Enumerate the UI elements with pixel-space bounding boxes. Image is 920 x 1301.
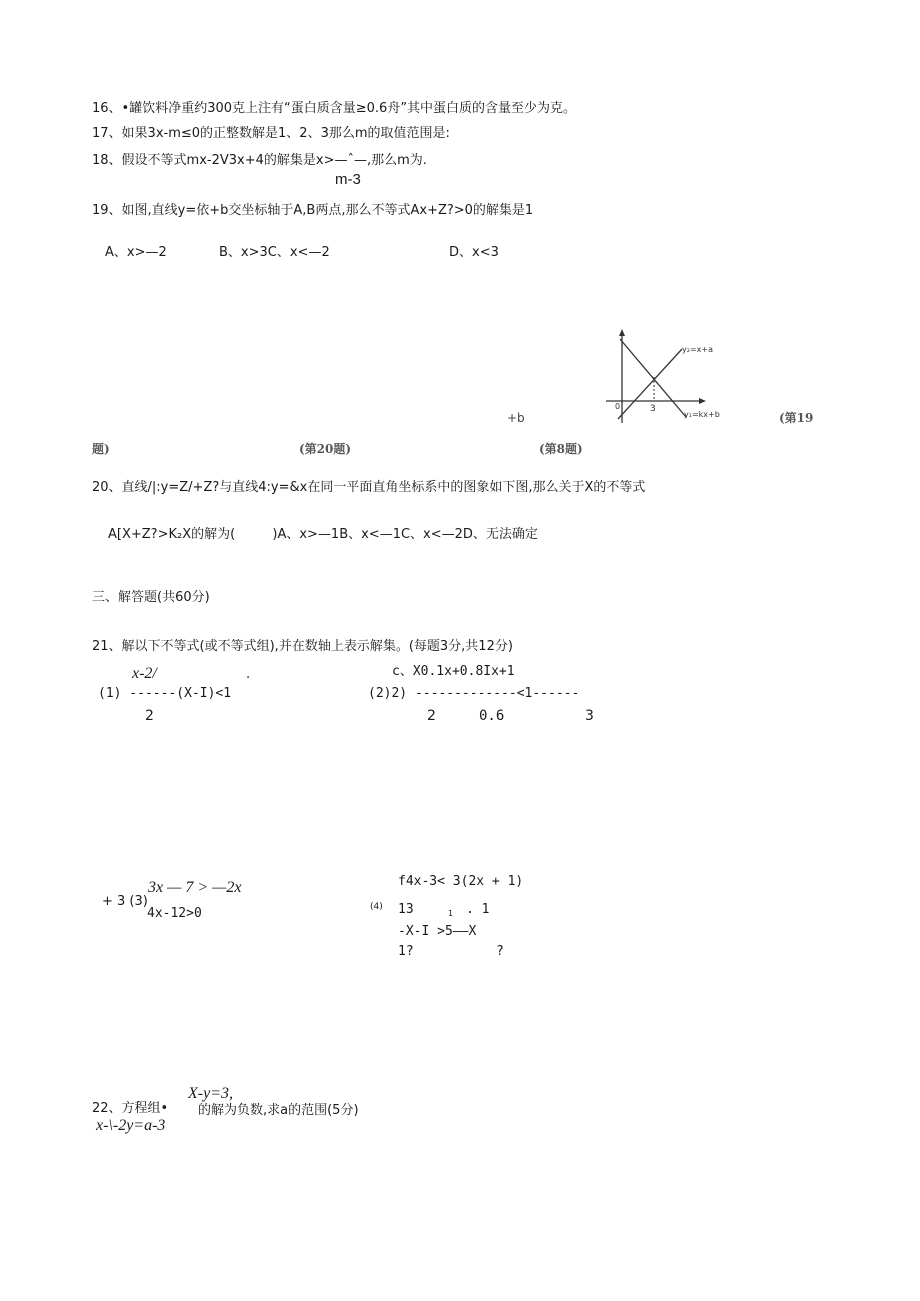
question-20: 20、直线/|:y=Z/+Z?与直线4:y=&x在同一平面直角坐标系中的图象如下图,那么关于X的不等式 xyxy=(92,480,646,495)
p4-cut-2: ? xyxy=(496,944,504,959)
caption-fig19-end: 题) xyxy=(92,442,110,456)
p4-line-2b: 1 xyxy=(448,909,454,918)
q19-option-b: B、x>3C、x<—2 xyxy=(219,245,330,260)
q19-option-d: D、x<3 xyxy=(449,245,499,260)
p1-numerator: x-2/ xyxy=(132,665,157,682)
p4-line-2c: . 1 xyxy=(466,902,490,917)
p4-line-1: f4x-3< 3(2x + 1) xyxy=(398,874,524,889)
p1-denominator: 2 xyxy=(145,708,154,724)
p4-number: (4) xyxy=(370,902,383,912)
q22-eq-1: X-y=3, xyxy=(188,1085,233,1102)
label-y1: y₁=kx+b xyxy=(684,410,720,419)
question-18-denominator: m-3 xyxy=(335,171,361,188)
caption-fig19-start: (第19 xyxy=(779,411,814,425)
q22-eq-2: x-\-2y=a-3 xyxy=(96,1117,166,1134)
question-18: 18、假设不等式mx-2V3x+4的解集是x>—ˆ—,那么m为. xyxy=(92,153,427,168)
p2-den-1: 2 xyxy=(427,708,436,724)
p4-line-3: -X-I >5——X xyxy=(398,924,477,939)
p3-line-2: 4x-12>0 xyxy=(147,906,202,921)
p3-prefix: + 3 (3) xyxy=(102,894,148,909)
section-3-title: 三、解答题(共60分) xyxy=(92,590,210,605)
caption-fig20: (第20题) xyxy=(299,442,352,456)
p4-cut-1: 1? xyxy=(398,944,414,959)
tick-3: 3 xyxy=(650,404,656,414)
question-17: 17、如果3x-m≤0的正整数解是1、2、3那么m的取值范围是: xyxy=(92,126,450,141)
x-axis-arrow xyxy=(699,398,706,404)
question-21: 21、解以下不等式(或不等式组),并在数轴上表示解集。(每题3分,共12分) xyxy=(92,639,513,654)
graph-figure xyxy=(598,327,720,427)
p2-den-2: 0.6 xyxy=(479,708,505,724)
y-axis-arrow xyxy=(619,329,625,336)
p2-den-3: 3 xyxy=(585,708,594,724)
p2-expression: (2)2) -------------<1------ xyxy=(368,686,580,701)
q19-option-a: A、x>—2 xyxy=(105,245,167,260)
p3-line-1: 3x — 7 > —2x xyxy=(148,879,242,896)
question-19: 19、如图,直线y=依+b交坐标轴于A,B两点,那么不等式Ax+Z?>0的解集是1 xyxy=(92,203,534,218)
caption-fig8: (第8题) xyxy=(539,442,583,456)
p1-expression: (1) ------(X-I)<1 xyxy=(98,686,232,701)
q22-text: 的解为负数,求a的范围(5分) xyxy=(198,1103,359,1118)
question-16: 16、•罐饮料净重约300克上注有“蛋白质含量≥0.6舟”其中蛋白质的含量至少为克。 xyxy=(92,101,577,116)
label-y2: y₂=x+a xyxy=(682,345,713,354)
figure-b-label: +b xyxy=(507,411,525,425)
p2-numerator: c、X0.1x+0.8Ix+1 xyxy=(392,664,515,679)
origin-label: 0 xyxy=(615,402,621,411)
p4-cut-line xyxy=(398,944,518,959)
question-20-options: A[X+Z?>K₂X的解为( )A、x>—1B、x<—1C、x<—2D、无法确定 xyxy=(108,527,538,542)
p4-line-2a: 13 xyxy=(398,902,414,917)
q22-label: 22、方程组• xyxy=(92,1101,169,1116)
p1-dot: . xyxy=(246,667,251,682)
